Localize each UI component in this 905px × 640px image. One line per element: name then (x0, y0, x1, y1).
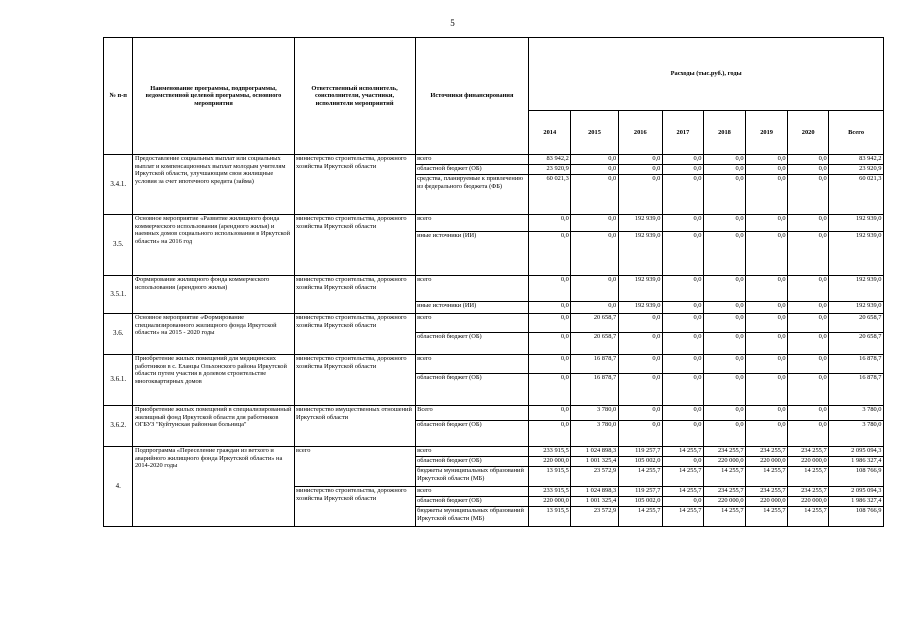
amount-cell: 0,0 (746, 165, 788, 175)
amount-cell: 0,0 (746, 155, 788, 165)
funding-source: областной бюджет (ОБ) (415, 165, 529, 175)
funding-source: областной бюджет (ОБ) (415, 333, 529, 355)
amount-cell: 0,0 (662, 374, 703, 406)
amount-cell: 0,0 (571, 276, 618, 302)
amount-cell: 2 095 094,3 (829, 447, 884, 457)
amount-cell: 233 915,5 (529, 447, 571, 457)
amount-cell: 0,0 (618, 314, 662, 333)
row-number: 3.4.1. (104, 155, 133, 215)
amount-cell: 23 920,9 (829, 165, 884, 175)
program-name: Подпрограмма «Переселение граждан из ветхого и аварийного жилищного фонда Иркутской области» на 2014-2020 годы (133, 447, 294, 527)
amount-cell: 220 000,0 (788, 497, 829, 507)
amount-cell: 192 939,0 (618, 232, 662, 276)
amount-cell: 2 095 094,3 (829, 487, 884, 497)
header-executor: Ответственный исполнитель, соисполнители, участники, исполнители мероприятий (294, 38, 415, 155)
amount-cell: 0,0 (618, 165, 662, 175)
amount-cell: 0,0 (746, 302, 788, 314)
amount-cell: 0,0 (746, 175, 788, 215)
amount-cell: 0,0 (746, 406, 788, 421)
amount-cell: 0,0 (788, 232, 829, 276)
amount-cell: 233 915,5 (529, 487, 571, 497)
amount-cell: 16 878,7 (829, 355, 884, 374)
funding-source: всего (415, 447, 529, 457)
amount-cell: 14 255,7 (662, 447, 703, 457)
table-row (104, 314, 884, 333)
amount-cell: 108 766,9 (829, 467, 884, 487)
executor: министерство строительства, дорожного хозяйства Иркутской области (294, 155, 415, 215)
amount-cell: 220 000,0 (746, 497, 788, 507)
funding-source: средства, планируемые к привлечению из федерального бюджета (ФБ) (415, 175, 529, 215)
table-row (104, 447, 884, 457)
amount-cell: 3 780,0 (571, 406, 618, 421)
amount-cell: 0,0 (529, 421, 571, 447)
amount-cell: 0,0 (746, 232, 788, 276)
amount-cell: 0,0 (703, 165, 745, 175)
amount-cell: 13 915,5 (529, 467, 571, 487)
amount-cell: 0,0 (788, 175, 829, 215)
amount-cell: 0,0 (746, 333, 788, 355)
amount-cell: 0,0 (703, 333, 745, 355)
amount-cell: 20 658,7 (829, 314, 884, 333)
amount-cell: 0,0 (703, 374, 745, 406)
amount-cell: 0,0 (529, 314, 571, 333)
program-name: Предоставление социальных выплат или социальных выплат и компенсационных выплат молодым учителям Иркутской области, улучшающим свои жилищные условия за счет ипотечного кредита (займа) (133, 155, 294, 215)
amount-cell: 105 002,0 (618, 497, 662, 507)
header-number: № п-п (104, 38, 133, 155)
amount-cell: 192 939,0 (618, 302, 662, 314)
amount-cell: 0,0 (788, 165, 829, 175)
amount-cell: 220 000,0 (703, 497, 745, 507)
amount-cell: 14 255,7 (788, 507, 829, 527)
amount-cell: 234 255,7 (703, 487, 745, 497)
amount-cell: 1 986 327,4 (829, 457, 884, 467)
amount-cell: 119 257,7 (618, 487, 662, 497)
funding-source: областной бюджет (ОБ) (415, 497, 529, 507)
amount-cell: 1 001 325,4 (571, 457, 618, 467)
amount-cell: 0,0 (746, 276, 788, 302)
amount-cell: 0,0 (788, 215, 829, 232)
amount-cell: 14 255,7 (746, 467, 788, 487)
funding-source: областной бюджет (ОБ) (415, 374, 529, 406)
program-name: Основное мероприятие «Развитие жилищного фонда коммерческого использования (арендного жилья) и наемных домов социального использования в Иркутской области» на 2016 год (133, 215, 294, 276)
page-number: 5 (450, 18, 455, 28)
amount-cell: 0,0 (703, 155, 745, 165)
amount-cell: 0,0 (746, 215, 788, 232)
amount-cell: 192 939,0 (829, 276, 884, 302)
amount-cell: 20 658,7 (571, 314, 618, 333)
funding-source: всего (415, 276, 529, 302)
amount-cell: 0,0 (662, 232, 703, 276)
amount-cell: 0,0 (746, 421, 788, 447)
amount-cell: 105 002,0 (618, 457, 662, 467)
amount-cell: 0,0 (618, 175, 662, 215)
amount-cell: 23 572,9 (571, 507, 618, 527)
amount-cell: 0,0 (618, 155, 662, 165)
amount-cell: 0,0 (788, 406, 829, 421)
header-year: 2020 (788, 111, 829, 155)
amount-cell: 0,0 (703, 302, 745, 314)
funding-source: областной бюджет (ОБ) (415, 421, 529, 447)
amount-cell: 3 780,0 (571, 421, 618, 447)
header-year: 2015 (571, 111, 618, 155)
amount-cell: 220 000,0 (788, 457, 829, 467)
amount-cell: 108 766,9 (829, 507, 884, 527)
amount-cell: 220 000,0 (529, 497, 571, 507)
table-row (104, 406, 884, 421)
amount-cell: 60 021,3 (529, 175, 571, 215)
amount-cell: 20 658,7 (829, 333, 884, 355)
amount-cell: 3 780,0 (829, 406, 884, 421)
amount-cell: 0,0 (703, 276, 745, 302)
amount-cell: 0,0 (662, 406, 703, 421)
amount-cell: 0,0 (788, 155, 829, 165)
amount-cell: 0,0 (703, 355, 745, 374)
amount-cell: 0,0 (571, 155, 618, 165)
amount-cell: 220 000,0 (529, 457, 571, 467)
header-expenses: Расходы (тыс.руб.), годы (529, 38, 884, 111)
amount-cell: 220 000,0 (746, 457, 788, 467)
amount-cell: 0,0 (662, 165, 703, 175)
amount-cell: 14 255,7 (746, 507, 788, 527)
amount-cell: 234 255,7 (746, 487, 788, 497)
amount-cell: 14 255,7 (618, 467, 662, 487)
funding-source: областной бюджет (ОБ) (415, 457, 529, 467)
amount-cell: 0,0 (618, 421, 662, 447)
table-row (104, 355, 884, 374)
header-source: Источники финансирования (415, 38, 529, 155)
table-row (104, 215, 884, 232)
executor: министерство имущественных отношений Иркутской области (294, 406, 415, 447)
amount-cell: 0,0 (788, 355, 829, 374)
amount-cell: 220 000,0 (703, 457, 745, 467)
amount-cell: 0,0 (571, 165, 618, 175)
executor: всего (294, 447, 415, 487)
amount-cell: 0,0 (788, 314, 829, 333)
amount-cell: 23 920,9 (529, 165, 571, 175)
amount-cell: 119 257,7 (618, 447, 662, 457)
amount-cell: 14 255,7 (703, 507, 745, 527)
amount-cell: 14 255,7 (703, 467, 745, 487)
amount-cell: 83 942,2 (829, 155, 884, 165)
amount-cell: 0,0 (788, 421, 829, 447)
funding-source: всего (415, 215, 529, 232)
amount-cell: 234 255,7 (788, 447, 829, 457)
amount-cell: 16 878,7 (829, 374, 884, 406)
funding-source: всего (415, 355, 529, 374)
amount-cell: 0,0 (662, 175, 703, 215)
amount-cell: 0,0 (662, 355, 703, 374)
amount-cell: 60 021,3 (829, 175, 884, 215)
amount-cell: 0,0 (662, 457, 703, 467)
row-number: 3.5. (104, 215, 133, 276)
amount-cell: 1 986 327,4 (829, 497, 884, 507)
amount-cell: 0,0 (529, 232, 571, 276)
funding-source: всего (415, 487, 529, 497)
executor: министерство строительства, дорожного хозяйства Иркутской области (294, 314, 415, 355)
amount-cell: 0,0 (662, 215, 703, 232)
amount-cell: 14 255,7 (662, 487, 703, 497)
amount-cell: 3 780,0 (829, 421, 884, 447)
executor: министерство строительства, дорожного хозяйства Иркутской области (294, 487, 415, 527)
amount-cell: 14 255,7 (788, 467, 829, 487)
amount-cell: 0,0 (788, 276, 829, 302)
financing-table (103, 37, 884, 527)
amount-cell: 234 255,7 (746, 447, 788, 457)
amount-cell: 20 658,7 (571, 333, 618, 355)
table-row (104, 155, 884, 165)
amount-cell: 192 939,0 (618, 215, 662, 232)
amount-cell: 0,0 (703, 314, 745, 333)
amount-cell: 1 001 325,4 (571, 497, 618, 507)
amount-cell: 0,0 (703, 421, 745, 447)
amount-cell: 0,0 (788, 333, 829, 355)
header-year: Всего (829, 111, 884, 155)
executor: министерство строительства, дорожного хозяйства Иркутской области (294, 215, 415, 276)
funding-source: всего (415, 155, 529, 165)
amount-cell: 14 255,7 (662, 467, 703, 487)
program-name: Основное мероприятие «Формирование специализированного жилищного фонда Иркутской области» на 2015 - 2020 годы (133, 314, 294, 355)
amount-cell: 0,0 (662, 302, 703, 314)
funding-source: бюджеты муниципальных образований Иркутской области (МБ) (415, 507, 529, 527)
row-number: 3.6. (104, 314, 133, 355)
amount-cell: 0,0 (571, 302, 618, 314)
amount-cell: 14 255,7 (662, 507, 703, 527)
program-name: Приобретение жилых помещений в специализированный жилищный фонд Иркутской области для работников ОГБУЗ "Куйтунская районная больница" (133, 406, 294, 447)
amount-cell: 0,0 (529, 374, 571, 406)
amount-cell: 0,0 (529, 355, 571, 374)
amount-cell: 0,0 (529, 215, 571, 232)
header-year: 2016 (618, 111, 662, 155)
amount-cell: 192 939,0 (829, 215, 884, 232)
amount-cell: 0,0 (618, 333, 662, 355)
amount-cell: 0,0 (662, 421, 703, 447)
funding-source: всего (415, 314, 529, 333)
amount-cell: 0,0 (618, 355, 662, 374)
amount-cell: 0,0 (618, 406, 662, 421)
header-year: 2019 (746, 111, 788, 155)
header-year: 2018 (703, 111, 745, 155)
amount-cell: 0,0 (662, 276, 703, 302)
amount-cell: 0,0 (571, 175, 618, 215)
amount-cell: 0,0 (529, 406, 571, 421)
amount-cell: 0,0 (618, 374, 662, 406)
program-name: Формирование жилищного фонда коммерческого использования (арендного жилья) (133, 276, 294, 314)
amount-cell: 83 942,2 (529, 155, 571, 165)
amount-cell: 0,0 (703, 175, 745, 215)
amount-cell: 0,0 (571, 232, 618, 276)
amount-cell: 0,0 (529, 333, 571, 355)
funding-source: Всего (415, 406, 529, 421)
amount-cell: 1 024 898,3 (571, 487, 618, 497)
amount-cell: 13 915,5 (529, 507, 571, 527)
amount-cell: 0,0 (529, 276, 571, 302)
amount-cell: 0,0 (788, 374, 829, 406)
amount-cell: 1 024 898,3 (571, 447, 618, 457)
amount-cell: 192 939,0 (618, 276, 662, 302)
amount-cell: 0,0 (746, 374, 788, 406)
table-row (104, 276, 884, 302)
executor: министерство строительства, дорожного хозяйства Иркутской области (294, 355, 415, 406)
amount-cell: 0,0 (703, 232, 745, 276)
funding-source: иные источники (ИИ) (415, 302, 529, 314)
amount-cell: 0,0 (746, 314, 788, 333)
amount-cell: 14 255,7 (618, 507, 662, 527)
amount-cell: 0,0 (662, 155, 703, 165)
header-program-name: Наименование программы, подпрограммы, ведомственной целевой программы, основного мероприятия (133, 38, 294, 155)
program-name: Приобретение жилых помещений для медицинских работников в с. Еланцы Ольхонского района Иркутской области путем участия в долевом строительстве многоквартирных домов (133, 355, 294, 406)
row-number: 4. (104, 447, 133, 527)
row-number: 3.6.2. (104, 406, 133, 447)
amount-cell: 0,0 (703, 215, 745, 232)
amount-cell: 0,0 (788, 302, 829, 314)
amount-cell: 0,0 (529, 302, 571, 314)
amount-cell: 234 255,7 (788, 487, 829, 497)
executor: министерство строительства, дорожного хозяйства Иркутской области (294, 276, 415, 314)
amount-cell: 0,0 (662, 333, 703, 355)
funding-source: бюджеты муниципальных образований Иркутской области (МБ) (415, 467, 529, 487)
amount-cell: 0,0 (703, 406, 745, 421)
amount-cell: 16 878,7 (571, 355, 618, 374)
amount-cell: 0,0 (662, 497, 703, 507)
amount-cell: 23 572,9 (571, 467, 618, 487)
amount-cell: 0,0 (571, 215, 618, 232)
header-year: 2014 (529, 111, 571, 155)
funding-source: иные источники (ИИ) (415, 232, 529, 276)
amount-cell: 0,0 (662, 314, 703, 333)
amount-cell: 192 939,0 (829, 232, 884, 276)
amount-cell: 192 939,0 (829, 302, 884, 314)
row-number: 3.6.1. (104, 355, 133, 406)
amount-cell: 234 255,7 (703, 447, 745, 457)
amount-cell: 0,0 (746, 355, 788, 374)
row-number: 3.5.1. (104, 276, 133, 314)
header-year: 2017 (662, 111, 703, 155)
amount-cell: 16 878,7 (571, 374, 618, 406)
